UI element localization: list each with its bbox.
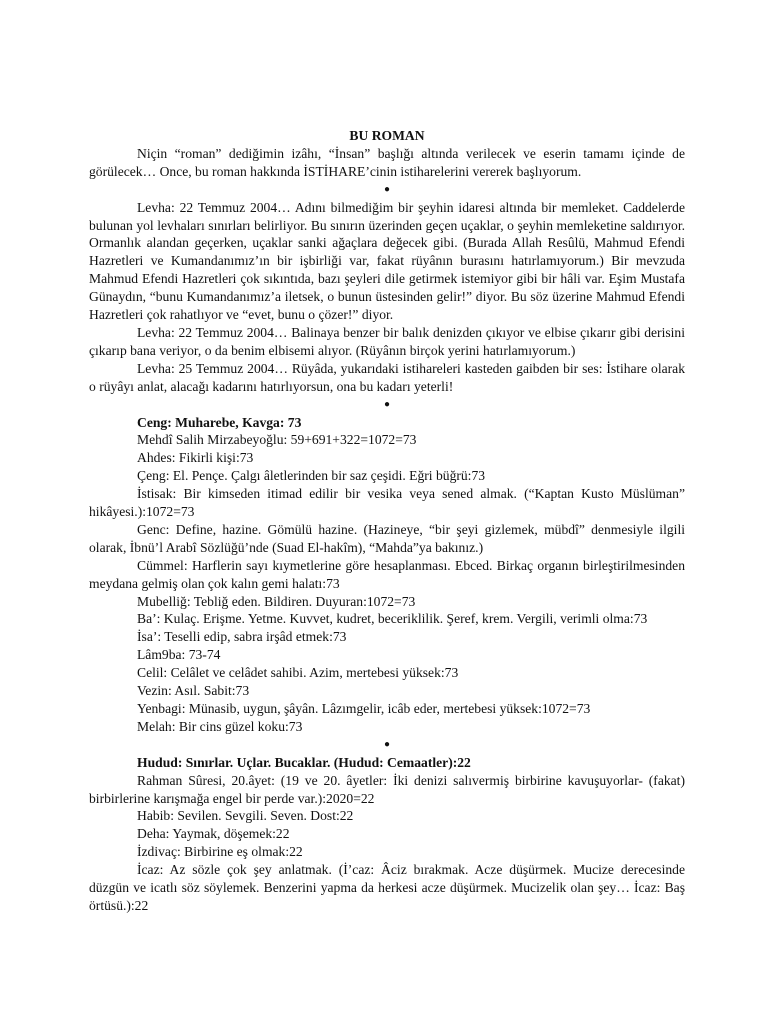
entry-line: İcaz: Az sözle çok şey anlatmak. (İ’caz: Âciz bırakmak. Acze düşürmek. Mucize derecesinde düzgün ve icatlı söz söylemek. Benzerini yapma da herkesi acze düşürmek. Mucizelik olan şey… İcaz: Baş örtüsü.):22 xyxy=(89,862,685,913)
entry-line: Genc: Define, hazine. Gömülü hazine. (Hazineye, “bir şeyi gizlemek, mübdî” denmesiyle ilgili olarak, İbnü’l Arabî Sözlüğü’nde (Suad El-hakîm), “Mahda”ya bakınız.) xyxy=(89,521,685,555)
levha-paragraph: Levha: 22 Temmuz 2004… Balinaya benzer bir balık denizden çıkıyor ve elbise çıkarır gibi derisini çıkarıp bana veriyor, o da benim elbisemi alıyor. (Rüyânın birçok yerini hatırlamıyorum.) xyxy=(89,324,685,358)
entry-line: Ba’: Kulaç. Erişme. Yetme. Kuvvet, kudret, beceriklilik. Şeref, krem. Vergili, verimli olma:73 xyxy=(137,611,648,627)
entry-line: İstisak: Bir kimseden itimad edilir bir vesika veya sened almak. (“Kaptan Kusto Müslüman” hikâyesi.):1072=73 xyxy=(89,486,685,520)
entry-line: Yenbagi: Münasib, uygun, şâyân. Lâzımgelir, icâb eder, mertebesi yüksek:1072=73 xyxy=(137,701,591,716)
document-title: BU ROMAN xyxy=(349,128,425,143)
entry-line: Celil: Celâlet ve celâdet sahibi. Azim, mertebesi yüksek:73 xyxy=(137,665,459,681)
entry-line: Mubelliğ: Tebliğ eden. Bildiren. Duyuran:1072=73 xyxy=(137,593,416,609)
entry-line: Ahdes: Fikirli kişi:73 xyxy=(137,450,254,466)
entry-line: Lâm9ba: 73-74 xyxy=(137,647,221,663)
entry-line: İzdivaç: Birbirine eş olmak:22 xyxy=(137,844,303,860)
entry-line: Melah: Bir cins güzel koku:73 xyxy=(137,718,303,734)
bullet-separator: ● xyxy=(383,738,391,750)
entry-line: Çeng: El. Pençe. Çalgı âletlerinden bir saz çeşidi. Eğri büğrü:73 xyxy=(137,468,486,484)
intro-paragraph: Niçin “roman” dediğimin izâhı, “İnsan” başlığı altında verilecek ve eserin tamamı içinde de görülecek… Once, bu roman hakkında İSTİHARE’cinin istiharelerini vererek başlıyorum. xyxy=(89,145,685,179)
bullet-separator: ● xyxy=(383,183,391,195)
entry-line: Deha: Yaymak, döşemek:22 xyxy=(137,826,290,842)
section-heading: Hudud: Sınırlar. Uçlar. Bucaklar. (Hudud: Cemaatler):22 xyxy=(137,754,471,770)
levha-paragraph: Levha: 22 Temmuz 2004… Adını bilmediğim bir şeyhin idaresi altında bir memleket. Caddelerde bulunan yol levhaları sınırları belirliyor. Bu sınırın üzerinden geçen uçaklar, o şeyhin memleketine saldırıyor. Ormanlık alandan geçerken, uçaklar sanki ağaçlara değecek gibi. (Burada Allah Resûlü, Mahmud Efendi Hazretleri ve Kumandanımız’ın bir işbirliği var, fakat rüyânın burasını hatırlamıyorum.) Bir mevzuda Mahmud Efendi Hazretleri çok sıkıntıda, bazı şeyleri dile getirmek istemiyor gibi bir hâli var. Eşim Mustafa Günaydın, “bunu Kumandanımız’a iletsek, o bunun üstesinden gelir!” diyor. Bu söz üzerine Mahmud Efendi Hazretleri çok rahatlıyor ve “evet, bunu o çözer!” diyor. xyxy=(89,199,685,323)
document-page xyxy=(89,127,685,915)
entry-line: Vezin: Asıl. Sabit:73 xyxy=(137,683,250,699)
entry-line: Habib: Sevilen. Sevgili. Seven. Dost:22 xyxy=(137,808,354,824)
entry-line: Mehdî Salih Mirzabeyoğlu: 59+691+322=1072=73 xyxy=(137,432,417,448)
section-heading: Ceng: Muharebe, Kavga: 73 xyxy=(137,414,302,430)
bullet-separator: ● xyxy=(383,398,391,410)
levha-paragraph: Levha: 25 Temmuz 2004… Rüyâda, yukarıdaki istihareleri kasteden gaibden bir ses: İstihare olarak o rüyâyı anlat, alacağı kadarını hatırlıyorsun, ona bu kadarı yeterli! xyxy=(89,360,685,394)
entry-line: İsa’: Teselli edip, sabra irşâd etmek:73 xyxy=(137,629,347,645)
entry-line: Cümmel: Harflerin sayı kıymetlerine göre hesaplanması. Ebced. Birkaç organın birleştirilmesinden meydana gelmiş olan çok kalın gemi halatı:73 xyxy=(89,557,685,591)
entry-line: Rahman Sûresi, 20.âyet: (19 ve 20. âyetler: İki denizi salıvermiş birbirine kavuşuyorlar- (fakat) birbirlerine karışmağa engel bir perde var.):2020=22 xyxy=(89,772,685,806)
